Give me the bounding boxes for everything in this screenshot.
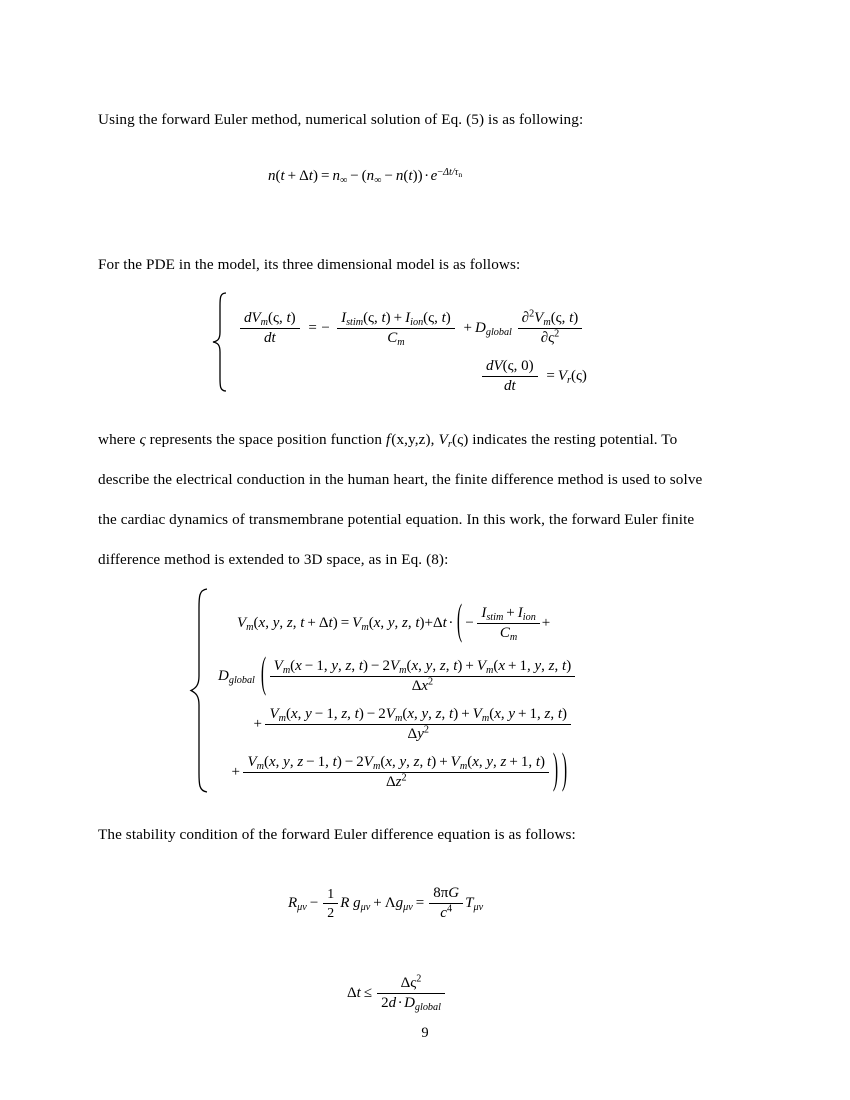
- text-function-args: (x,y,z),: [391, 431, 435, 448]
- text-where: where: [98, 431, 140, 448]
- text-resting-potential: indicates the resting potential. To: [468, 431, 678, 448]
- equation-eq8-line4: + $\frac{V_m(x, y, z - 1, t) - 2V_m(x, y, z, t) + V_m(x, y, z + 1, t)}{\Delta z^2}$ ) ): [231, 747, 568, 795]
- page-number: 9: [421, 1025, 429, 1041]
- symbol-varsigma: ς: [139, 431, 146, 448]
- paragraph-stability-condition-text: The stability condition of the forward Euler difference equation is as follows:: [98, 826, 576, 843]
- paragraph-space-position-line4: difference method is extended to 3D space, as in Eq. (8):: [98, 551, 449, 568]
- paragraph-pde-intro: [98, 245, 753, 285]
- paragraph-space-position-line2: describe the electrical conduction in the human heart, the finite difference method is used to solve: [98, 471, 703, 488]
- equation-pde-line1: $\frac{dV_m(\varsigma, t)}{dt}$ = − $\frac{I_{stim}(\varsigma, t) + I_{ion}(\varsigma, t)}{C_m}$ + $D_{global}$ $\frac{\partial^2V_m(\varsigma, t)}{\partial\varsigma^2}$: [238, 310, 584, 347]
- paragraph-space-position: [98, 420, 758, 580]
- paragraph-intro-euler: [98, 100, 753, 140]
- paragraph-stability-condition: [98, 815, 753, 855]
- equation-einstein-field: $R_{\mu\nu}$ − $\frac{1}{2}$ R $g_{\mu\nu} + \Lambda g_{\mu\nu}$ = $\frac{8\pi G}{c^4}$ $T_{\mu\nu}$: [288, 885, 484, 921]
- equation-stability-condition: Δt ≤ $\frac{\Delta\varsigma^2}{2d \cdot D_{global}}$: [347, 975, 447, 1012]
- symbol-Vr-arg: (ς): [451, 431, 469, 448]
- equation-eq8-line1: $V_m(x$, y, z, $t + \Delta t) = V_m(x$, y, z, t)+Δt · ( − $\frac{I_{stim} + I_{ion}}{C_m}$ +: [237, 598, 551, 646]
- equation-eq8-line3: + $\frac{V_m(x, y - 1, z, t) - 2V_m(x, y, z, t) + V_m(x, y + 1, z, t)}{\Delta y^2}$: [252, 706, 573, 743]
- symbol-Vr-subscript: r: [447, 438, 452, 450]
- paragraph-intro-euler-text: Using the forward Euler method, numerical solution of Eq. (5) is as following:: [98, 111, 584, 128]
- symbol-function-f: f: [385, 431, 391, 448]
- paragraph-space-position-line3: the cardiac dynamics of transmembrane potential equation. In this work, the forward Euler finite: [98, 511, 695, 528]
- paragraph-pde-intro-text: For the PDE in the model, its three dimensional model is as follows:: [98, 256, 521, 273]
- text-space-position: represents the space position function: [145, 431, 386, 448]
- equation-eq8-line2: $D_{global}$ ( $\frac{V_m(x - 1, y, z, t) - 2V_m(x, y, z, t) + V_m(x + 1, y, z, t)}{\Delta x^2}$: [218, 658, 577, 695]
- equation-pde-line2: $\frac{dV(\varsigma, 0)}{dt}$ = $V_r(\varsigma)$: [480, 358, 587, 395]
- paragraph-space-position-line1: [98, 420, 758, 460]
- eq8-system-brace: [188, 588, 212, 793]
- equation-gating-variable-update: $n(t + \Delta t) = n_\infty - (n_\infty - n(t)) \cdot e^{-\Delta t/\tau_n}$: [268, 166, 463, 186]
- pde-system-brace: [210, 292, 230, 392]
- symbol-Vr: V: [438, 431, 448, 448]
